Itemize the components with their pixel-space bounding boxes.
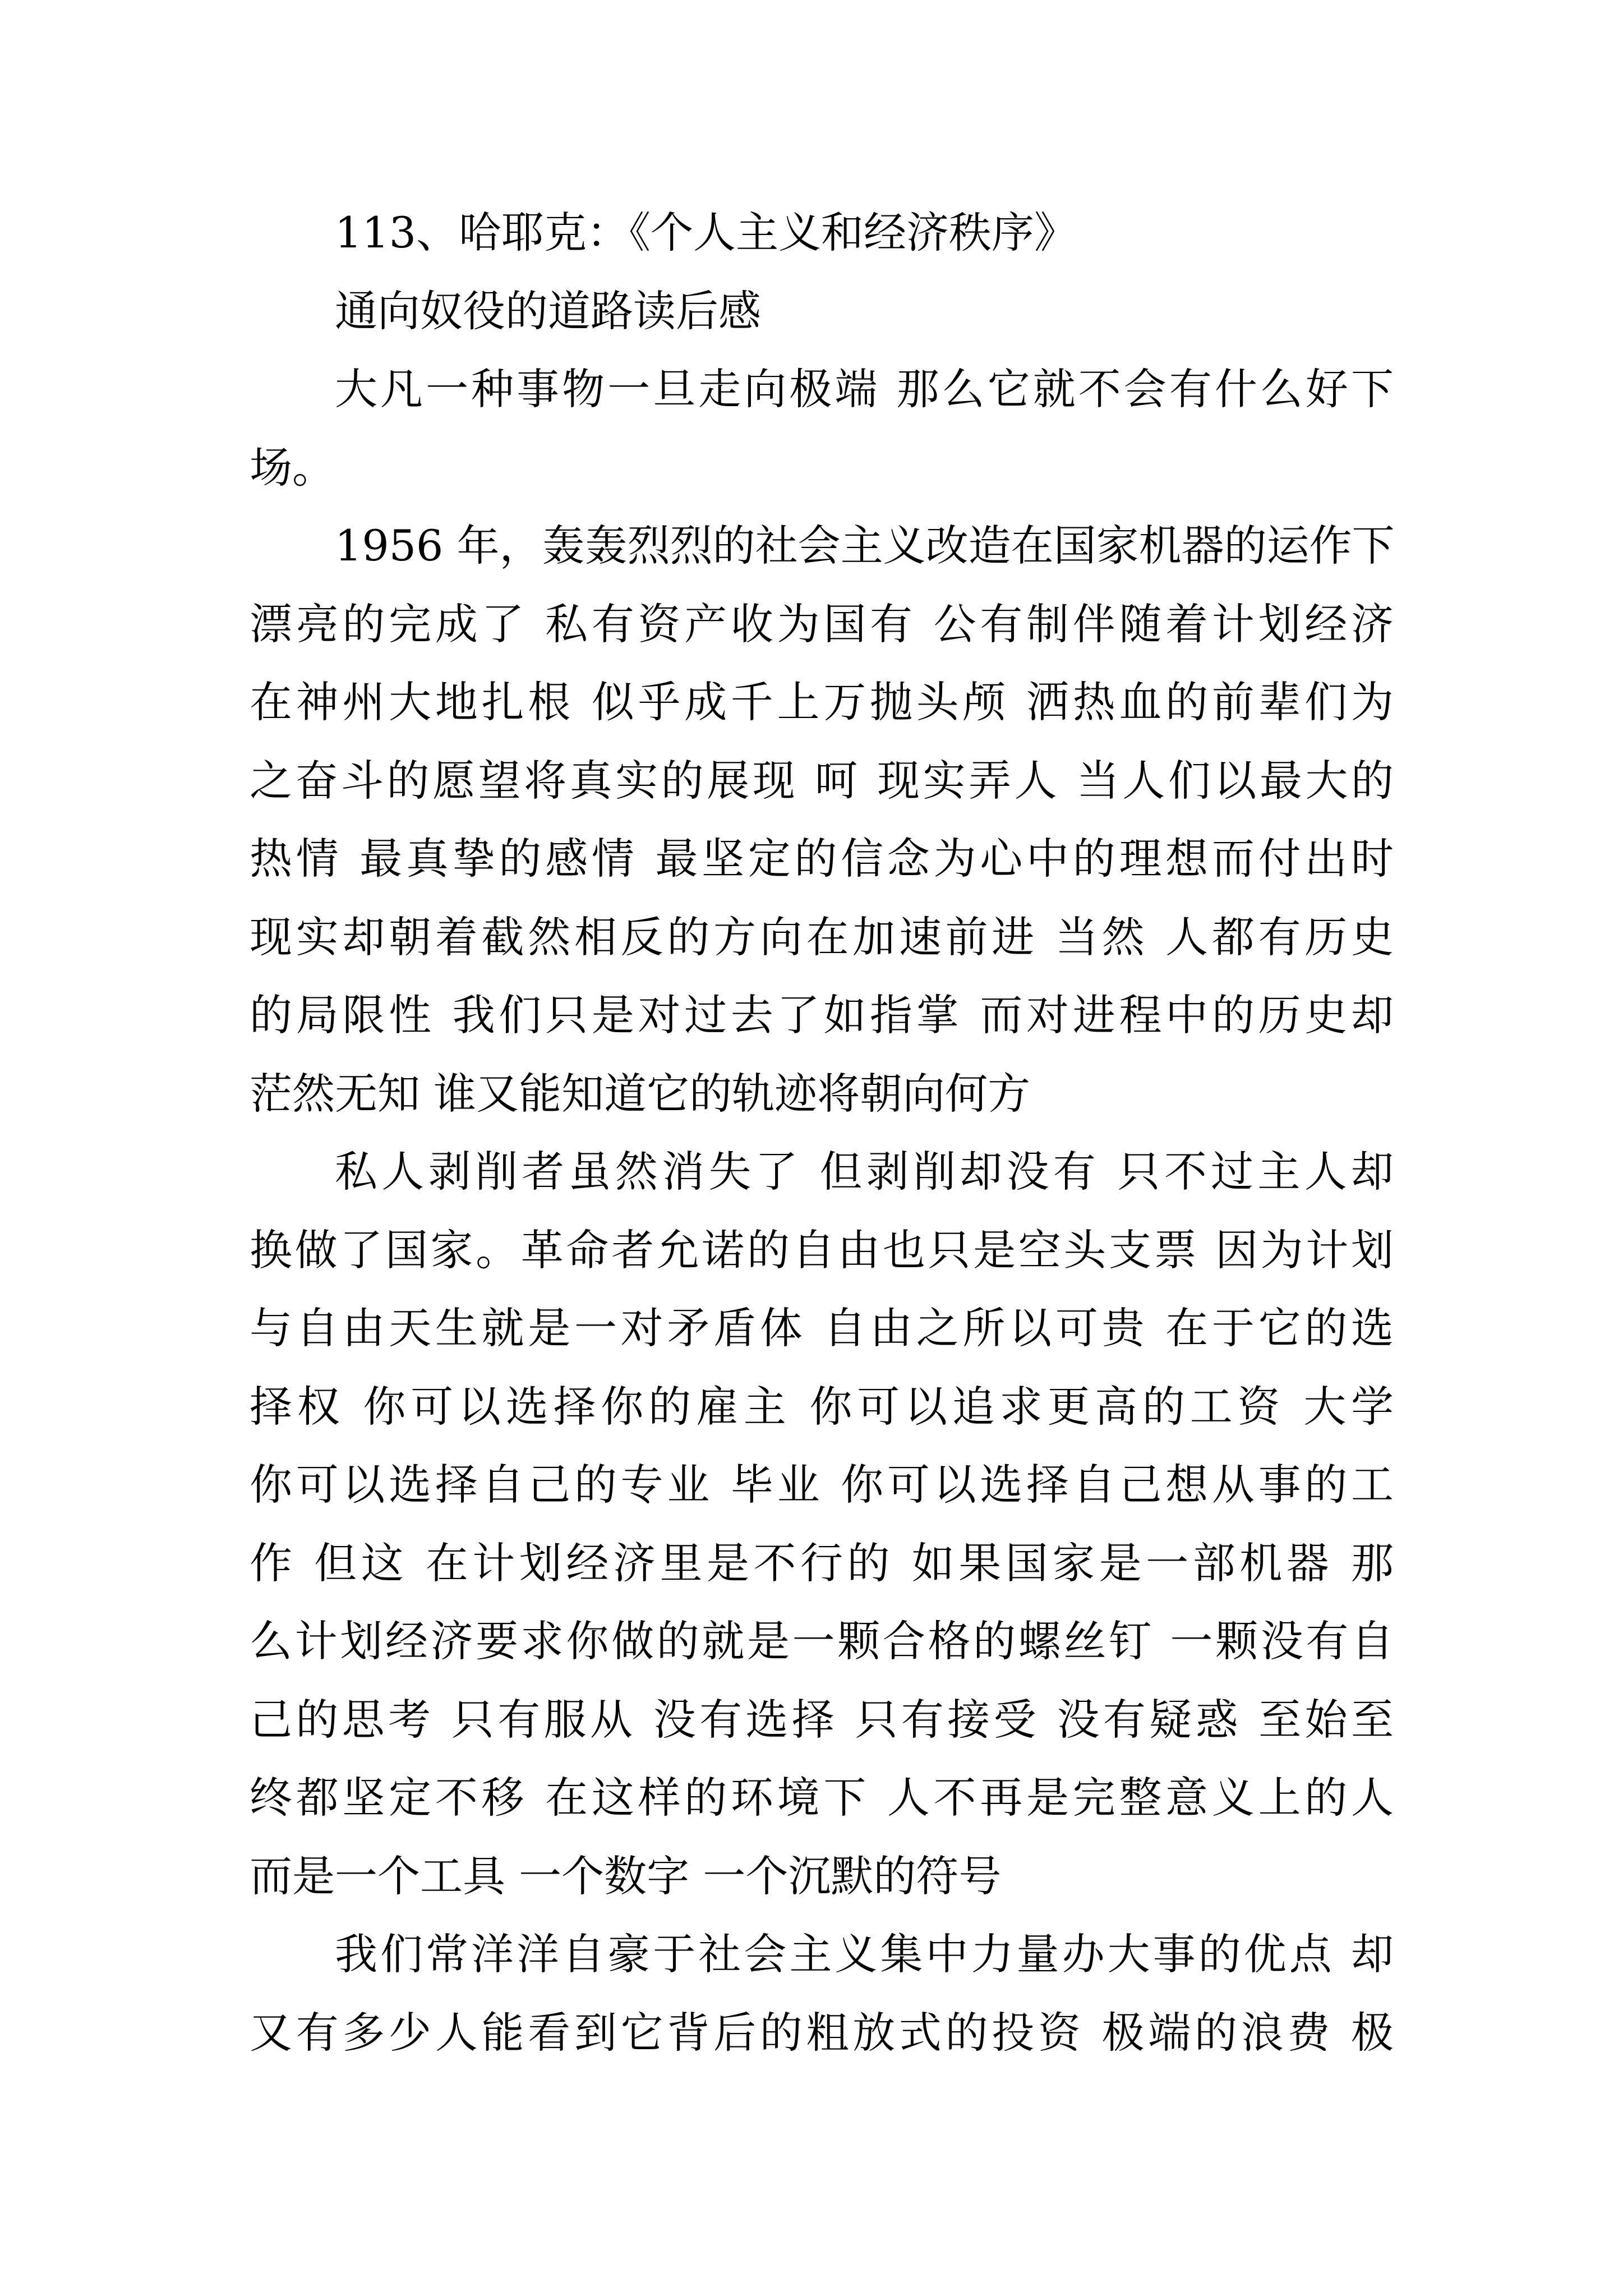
text-line: 之奋斗的愿望将真实的展现 呵 现实弄人 当人们以最大的 (250, 755, 1394, 806)
text-line: 在神州大地扎根 似乎成千上万抛头颅 洒热血的前辈们为 (250, 677, 1394, 727)
document-body (250, 194, 1394, 2072)
text-line: 的局限性 我们只是对过去了如指掌 而对进程中的历史却 (250, 990, 1394, 1040)
text-line: 你可以选择自己的专业 毕业 你可以选择自己想从事的工 (250, 1460, 1394, 1510)
text-line: 换做了国家。革命者允诺的自由也只是空头支票 因为计划 (250, 1225, 1394, 1275)
text-line: 我们常洋洋自豪于社会主义集中力量办大事的优点 却 (335, 1929, 1394, 1979)
text-line: 场。 (250, 442, 335, 493)
text-line: 而是一个工具 一个数字 一个沉默的符号 (250, 1851, 1002, 1901)
text-line: 作 但这 在计划经济里是不行的 如果国家是一部机器 那 (250, 1538, 1394, 1588)
text-line: 茫然无知 谁又能知道它的轨迹将朝向何方 (250, 1068, 1031, 1119)
document-subtitle: 通向奴役的道路读后感 (335, 286, 761, 336)
text-line: 私人剥削者虽然消失了 但剥削却没有 只不过主人却 (335, 1147, 1394, 1197)
paragraph-1 (250, 350, 1394, 507)
paragraph-3 (250, 1133, 1394, 1915)
text-line: 己的思考 只有服从 没有选择 只有接受 没有疑惑 至始至 (250, 1694, 1394, 1745)
text-line: 么计划经济要求你做的就是一颗合格的螺丝钉 一颗没有自 (250, 1616, 1394, 1666)
text-line: 终都坚定不移 在这样的环境下 人不再是完整意义上的人 (250, 1773, 1394, 1823)
text-line: 择权 你可以选择你的雇主 你可以追求更高的工资 大学 (250, 1381, 1394, 1432)
text-line: 漂亮的完成了 私有资产收为国有 公有制伴随着计划经济 (250, 599, 1394, 649)
paragraph-2 (250, 507, 1394, 1133)
text-line: 与自由天生就是一对矛盾体 自由之所以可贵 在于它的选 (250, 1303, 1394, 1353)
document-title: 113、哈耶克：《个人主义和经济秩序》 (335, 208, 1077, 257)
text-line: 热情 最真挚的感情 最坚定的信念为心中的理想而付出时 (250, 834, 1394, 884)
text-line: 又有多少人能看到它背后的粗放式的投资 极端的浪费 极 (250, 2007, 1394, 2058)
text-line: 现实却朝着截然相反的方向在加速前进 当然 人都有历史 (250, 912, 1394, 962)
paragraph-4 (250, 1915, 1394, 2072)
text-line: 1956 年，轰轰烈烈的社会主义改造在国家机器的运作下 (335, 521, 1395, 570)
text-line: 大凡一种事物一旦走向极端 那么它就不会有什么好下 (335, 364, 1394, 414)
